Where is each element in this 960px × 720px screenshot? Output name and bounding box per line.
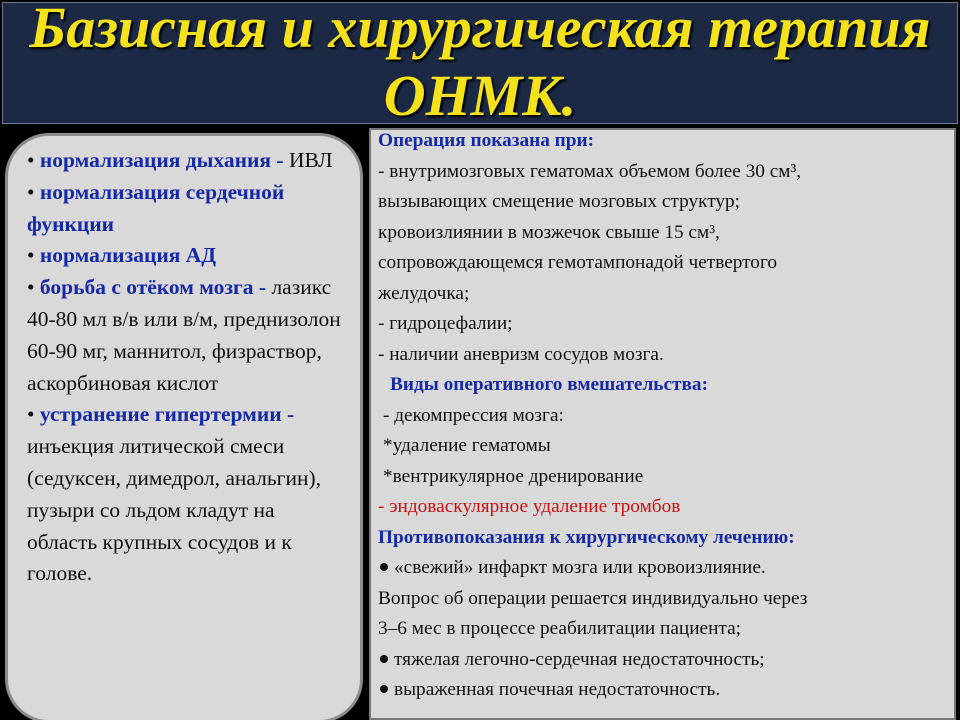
text: тяжелая легочно-сердечная недостаточность;	[394, 648, 765, 670]
slide-title: Базисная и хирургическая терапия ОНМК.	[29, 0, 931, 128]
text-line: - внутримозговых гематомах объемом более 30 см³,	[378, 160, 802, 182]
text-line: 3–6 мес в процессе реабилитации пациента;	[378, 618, 741, 639]
item-text: ИВЛ	[288, 148, 333, 172]
item-heading: нормализация АД	[39, 243, 217, 268]
intervention-types-heading: Виды оперативного вмешательства:	[390, 374, 708, 395]
dash: -	[276, 148, 289, 172]
text-line: *удаление гематомы	[383, 435, 551, 456]
item-text: лазикс 40-80 мл в/в или в/м, преднизолон 60-90 мг, маннитол, физраствор, аскорбиновая кислот	[27, 275, 341, 395]
item-heading: нормализация сердечной функции	[27, 179, 285, 236]
text-line: желудочка;	[378, 282, 470, 304]
list-item: • нормализация АД	[27, 243, 217, 268]
item-heading: устранение гипертермии -	[39, 402, 295, 427]
bullet-line	[378, 553, 952, 584]
text-line: - гидроцефалии;	[378, 313, 513, 334]
text: выраженная почечная недостаточность.	[394, 679, 721, 700]
item-heading: борьба с отёком мозга -	[39, 275, 267, 300]
text-line: вызывающих смещение мозговых структур;	[378, 191, 741, 212]
list-item: • нормализация сердечной функции	[27, 179, 285, 236]
basic-therapy-list	[27, 145, 345, 590]
item-heading: нормализация дыхания	[39, 148, 272, 172]
text-line: кровоизлиянии в мозжечок свыше 15 см³,	[378, 221, 720, 243]
text-line: - декомпрессия мозга:	[383, 404, 564, 426]
surgery-info	[378, 126, 952, 706]
text-line: сопровождающемся гемотампонадой четвертого	[378, 252, 778, 273]
text-line: Вопрос об операции решается индивидуально через	[378, 587, 808, 609]
indications-heading: Операция показана при:	[378, 130, 595, 151]
contraindications-heading: Противопоказания к хирургическому лечению:	[378, 526, 795, 548]
text-line: - наличии аневризм сосудов мозга.	[378, 343, 664, 365]
text-line: *вентрикулярное дренирование	[383, 465, 644, 487]
bullet-line	[378, 645, 952, 676]
bullet-dot-icon	[380, 655, 388, 663]
bullet-dot-icon	[380, 563, 388, 571]
bullet-dot-icon	[380, 685, 388, 693]
text: «свежий» инфаркт мозга или кровоизлияние.	[394, 557, 766, 578]
item-text: инъекция литической смеси (седуксен, димедрол, анальгин), пузыри со льдом кладут на область крупных сосудов и к голове.	[27, 434, 322, 586]
bullet-line	[378, 675, 952, 706]
list-item: • устранение гипертермии - инъекция литической смеси (седуксен, димедрол, анальгин), пузыри со льдом кладут на область крупных сосудов и к голове.	[27, 402, 322, 586]
list-item: • борьба с отёком мозга - лазикс 40-80 мл в/в или в/м, преднизолон 60-90 мг, маннитол, физраствор, аскорбиновая кислот	[27, 275, 341, 395]
text-line-red: - эндоваскулярное удаление тромбов	[378, 496, 681, 517]
list-item: • нормализация дыхания - ИВЛ	[27, 148, 333, 172]
